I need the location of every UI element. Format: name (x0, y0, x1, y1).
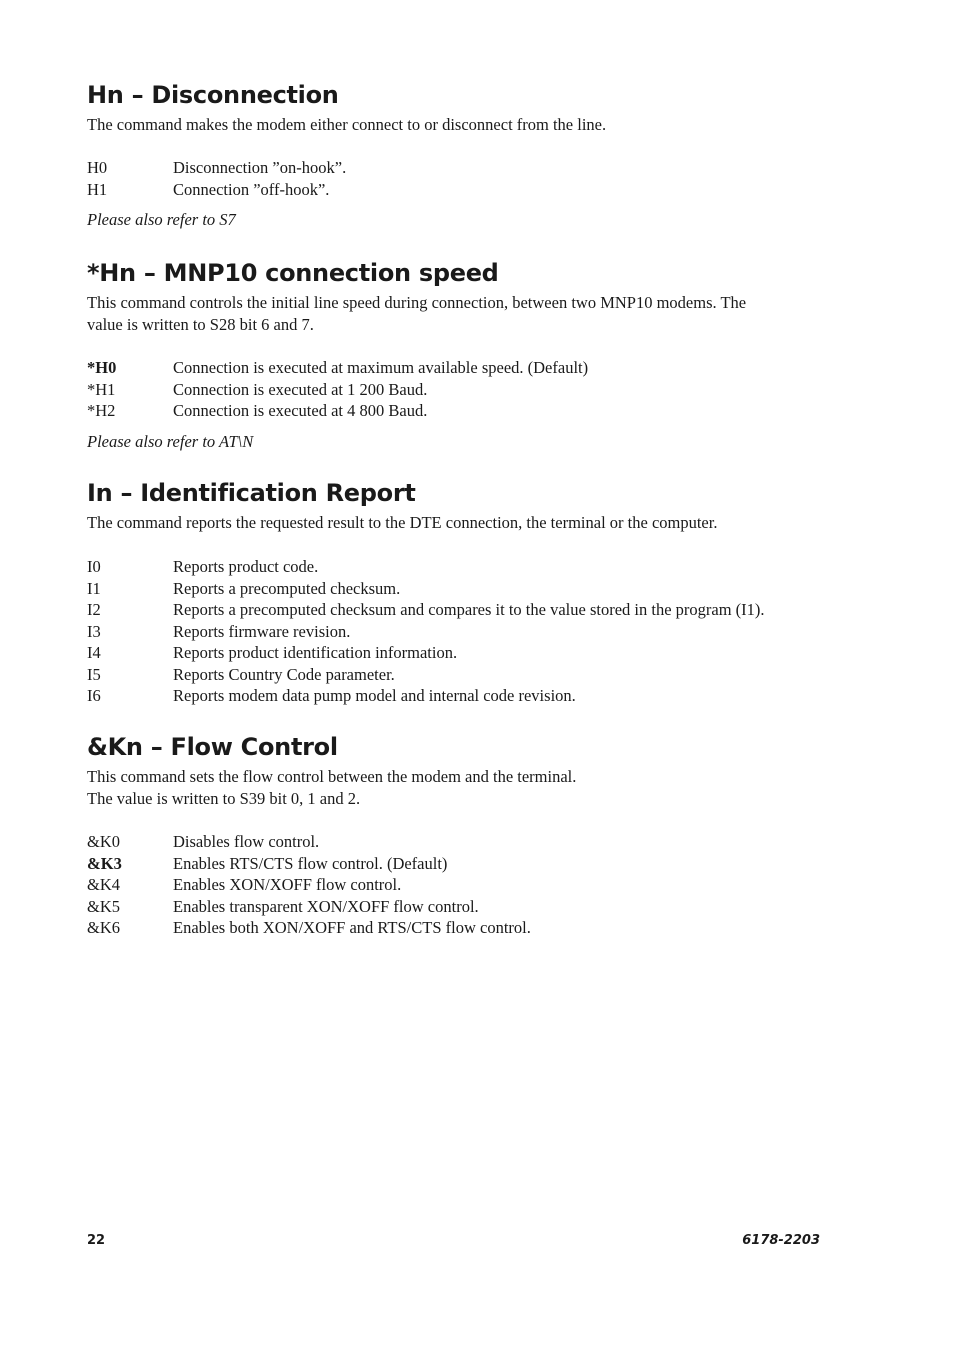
intro-line: The command reports the requested result to the DTE connection, the terminal or the computer. (87, 513, 718, 532)
command-row (87, 917, 867, 939)
command-description: Reports modem data pump model and internal code revision. (173, 686, 576, 705)
section-heading: &Kn – Flow Control (87, 733, 338, 761)
command-list (87, 831, 867, 939)
command-description: Connection ”off-hook”. (173, 179, 330, 199)
command-code: *H1 (87, 379, 116, 399)
intro-line: The value is written to S39 bit 0, 1 and 2. (87, 789, 361, 808)
command-row (87, 599, 867, 621)
command-code: &K5 (87, 896, 120, 916)
command-description: Connection is executed at 4 800 Baud. (173, 401, 428, 420)
command-row (87, 179, 867, 201)
command-row (87, 157, 867, 179)
command-code: H1 (87, 179, 108, 199)
section-intro (87, 512, 867, 534)
command-row (87, 379, 867, 401)
command-description: Enables both XON/XOFF and RTS/CTS flow control. (173, 918, 531, 937)
section-intro (87, 114, 867, 136)
section-note: Please also refer to S7 (87, 210, 236, 229)
intro-line: The command makes the modem either connect to or disconnect from the line. (87, 115, 607, 134)
command-description: Disables flow control. (173, 832, 320, 851)
section-heading: Hn – Disconnection (87, 81, 339, 109)
intro-line: value is written to S28 bit 6 and 7. (87, 315, 314, 334)
command-code: &K3 (87, 853, 122, 873)
command-row (87, 664, 867, 686)
document-number: 6178-2203 (742, 1233, 820, 1248)
command-row (87, 853, 867, 875)
command-description: Disconnection ”on-hook”. (173, 158, 347, 177)
command-row (87, 578, 867, 600)
command-row (87, 896, 867, 918)
command-row (87, 874, 867, 896)
command-description: Reports product identification information. (173, 643, 458, 662)
section-heading: *Hn – MNP10 connection speed (87, 259, 499, 287)
command-code: &K6 (87, 918, 120, 937)
section-hn-mnp10-connection-speed (87, 258, 867, 453)
command-description: Enables XON/XOFF flow control. (173, 875, 402, 894)
command-description: Reports a precomputed checksum and compares it to the value stored in the program (I1). (173, 600, 765, 619)
command-row (87, 685, 867, 707)
command-list (87, 556, 867, 707)
command-code: &K4 (87, 875, 120, 894)
command-code: &K0 (87, 832, 120, 851)
command-code: I6 (87, 686, 101, 705)
section-in-identification-report (87, 478, 867, 707)
command-code: *H0 (87, 358, 117, 377)
section-kn-flow-control (87, 732, 867, 939)
command-row (87, 357, 867, 379)
command-code: I4 (87, 643, 101, 662)
command-description: Enables transparent XON/XOFF flow control. (173, 896, 479, 916)
command-list (87, 357, 867, 422)
command-description: Reports a precomputed checksum. (173, 578, 401, 598)
command-row (87, 621, 867, 643)
section-note: Please also refer to AT\N (87, 431, 254, 451)
command-description: Reports Country Code parameter. (173, 664, 395, 684)
command-row (87, 556, 867, 578)
command-row (87, 400, 867, 422)
section-heading: In – Identification Report (87, 479, 416, 507)
intro-line: This command controls the initial line speed during connection, between two MNP10 modems. The (87, 293, 747, 312)
command-code: H0 (87, 158, 108, 177)
command-code: I2 (87, 600, 101, 619)
command-row (87, 642, 867, 664)
command-description: Connection is executed at maximum available speed. (Default) (173, 358, 589, 377)
command-description: Reports firmware revision. (173, 621, 351, 641)
command-code: I5 (87, 664, 101, 684)
page-number: 22 (87, 1233, 106, 1248)
command-description: Reports product code. (173, 557, 319, 576)
command-row (87, 831, 867, 853)
intro-line: This command sets the flow control between the modem and the terminal. (87, 767, 577, 786)
command-code: *H2 (87, 401, 116, 420)
command-description: Connection is executed at 1 200 Baud. (173, 379, 428, 399)
section-intro (87, 766, 867, 810)
command-list (87, 157, 867, 200)
section-intro (87, 292, 867, 336)
command-code: I3 (87, 621, 101, 641)
command-code: I1 (87, 578, 101, 598)
command-code: I0 (87, 557, 101, 576)
section-hn-disconnection (87, 80, 867, 231)
command-description: Enables RTS/CTS flow control. (Default) (173, 853, 448, 873)
